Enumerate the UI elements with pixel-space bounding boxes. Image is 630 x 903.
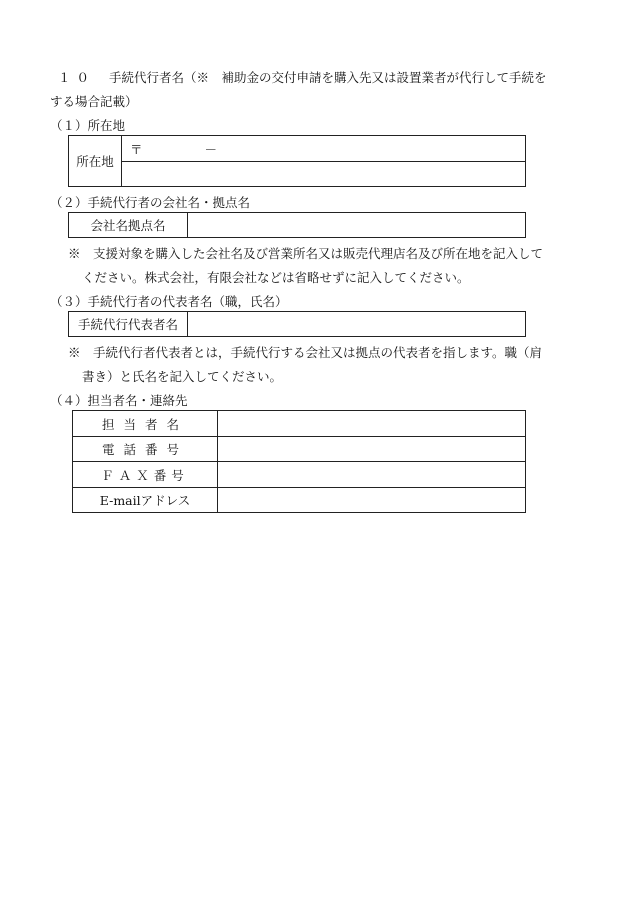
address-subheading: （１）所在地 bbox=[50, 118, 126, 133]
company-table bbox=[68, 212, 526, 238]
representative-subheading: （３）手続代行者の代表者名（職，氏名） bbox=[50, 294, 288, 309]
address-postal-field[interactable] bbox=[122, 136, 525, 161]
section-number: １０ bbox=[58, 70, 96, 85]
contact-fax-field[interactable] bbox=[218, 462, 525, 487]
contact-subheading: （４）担当者名・連絡先 bbox=[50, 393, 188, 408]
section-title-line1: 手続代行者名（※ 補助金の交付申請を購入先又は設置業者が代行して手続を bbox=[109, 70, 547, 85]
postal-dash: － bbox=[204, 141, 218, 157]
contact-person-field[interactable] bbox=[218, 411, 525, 436]
representative-table bbox=[68, 311, 526, 337]
address-table bbox=[68, 135, 526, 187]
representative-label: 手続代行代表者名 bbox=[77, 317, 178, 332]
contact-label-person: 担当者名 bbox=[101, 416, 188, 432]
address-line-field[interactable] bbox=[122, 162, 525, 186]
section-title-line2: する場合記載） bbox=[50, 94, 138, 109]
company-subheading: （２）手続代行者の会社名・拠点名 bbox=[50, 195, 251, 210]
contact-label-fax: ＦＡＸ番号 bbox=[101, 467, 189, 483]
contact-phone-field[interactable] bbox=[218, 437, 525, 461]
contact-table bbox=[72, 410, 526, 513]
representative-note-line2: 書き）と氏名を記入してください。 bbox=[82, 369, 283, 384]
representative-note-line1: ※ 手続代行者代表者とは，手続代行する会社又は拠点の代表者を指します。職（肩 bbox=[68, 345, 543, 360]
company-note-line2: ください。株式会社，有限会社などは省略せずに記入してください。 bbox=[82, 270, 470, 285]
postal-mark: 〒 bbox=[130, 141, 143, 157]
contact-email-field[interactable] bbox=[218, 488, 525, 512]
company-label: 会社名拠点名 bbox=[90, 218, 166, 233]
address-label: 所在地 bbox=[76, 154, 114, 169]
contact-label-email: E-mailアドレス bbox=[99, 493, 191, 508]
representative-name-field[interactable] bbox=[188, 312, 525, 336]
company-name-field[interactable] bbox=[188, 213, 525, 237]
company-note-line1: ※ 支援対象を購入した会社名及び営業所名又は販売代理店名及び所在地を記入して bbox=[68, 246, 544, 261]
section-heading bbox=[58, 70, 547, 86]
contact-label-phone: 電話番号 bbox=[101, 442, 188, 457]
